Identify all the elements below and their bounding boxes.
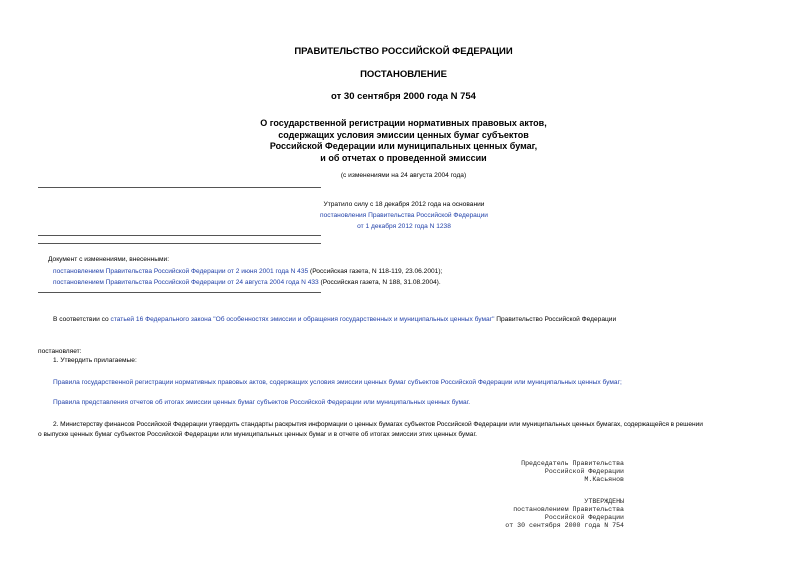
- approval-line: постановлением Правительства: [513, 506, 624, 513]
- signature-line: Российской Федерации: [544, 468, 624, 475]
- rules-registration-link[interactable]: Правила государственной регистрации нормативных правовых актов, содержащих условия эмиссии ценных бумаг субъектов Российской Федерации или муниципальных ценных бумаг;: [53, 379, 622, 386]
- amendment-link[interactable]: постановлением Правительства Российской Федерации от 24 августа 2004 года N 433: [53, 279, 319, 286]
- amendment-link[interactable]: постановлением Правительства Российской Федерации от 2 июня 2001 года N 435: [53, 268, 309, 275]
- divider: [38, 292, 321, 293]
- item-2-line-2: о выпуске ценных бумаг субъектов Российской Федерации или муниципальных ценных бумаг и в отчете об итогах эмиссии этих ценных бумаг.: [38, 431, 477, 438]
- document-type: ПОСТАНОВЛЕНИЕ: [360, 69, 447, 80]
- divider: [38, 187, 321, 188]
- amendments-heading: Документ с изменениями, внесенными:: [48, 256, 170, 263]
- lost-force-link[interactable]: постановления Правительства Российской Федерации: [320, 212, 488, 219]
- federal-law-link[interactable]: статьей 16 Федерального закона "Об особенностях эмиссии и обращения государственных и муниципальных ценных бумаг": [110, 316, 495, 323]
- government-heading: ПРАВИТЕЛЬСТВО РОССИЙСКОЙ ФЕДЕРАЦИИ: [294, 46, 513, 57]
- lost-force-link[interactable]: от 1 декабря 2012 года N 1238: [357, 223, 451, 230]
- approval-block: [440, 498, 624, 530]
- signature-block: [440, 460, 624, 484]
- rules-reports-link[interactable]: Правила представления отчетов об итогах эмиссии ценных бумаг субъектов Российской Федерации или муниципальных ценных бумаг.: [53, 399, 471, 406]
- divider: [38, 243, 321, 244]
- amendment-item: [53, 277, 441, 288]
- title-line: и об отчетах о проведенной эмиссии: [320, 152, 487, 163]
- signature-line: Председатель Правительства: [521, 460, 624, 467]
- revision-note: (с изменениями на 24 августа 2004 года): [340, 172, 467, 179]
- item-1: 1. Утвердить прилагаемые:: [53, 357, 137, 364]
- preamble-prefix: В соответствии со: [53, 316, 111, 323]
- title-line: Российской Федерации или муниципальных ценных бумаг,: [269, 141, 538, 151]
- document-title: [0, 118, 807, 164]
- item-2-line-1: 2. Министерству финансов Российской Федерации утвердить стандарты раскрытия информации о ценных бумагах субъектов Российской Федерации или муниципальных ценных бумагах, содержащейся в решении: [53, 421, 703, 428]
- signature-line: М.Касьянов: [584, 476, 624, 483]
- approval-line: УТВЕРЖДЕНЫ: [584, 498, 624, 505]
- lost-force-note: [254, 199, 554, 232]
- approval-line: Российской Федерации: [544, 514, 624, 521]
- document-date-number: от 30 сентября 2000 года N 754: [331, 91, 476, 102]
- title-line: О государственной регистрации нормативных правовых актов,: [260, 118, 547, 128]
- preamble: [53, 314, 616, 325]
- amendment-source: (Российская газета, N 118-119, 23.06.2001);: [308, 268, 443, 275]
- amendment-source: (Российская газета, N 188, 31.08.2004).: [318, 279, 441, 286]
- amendment-item: [53, 266, 442, 277]
- preamble-suffix: Правительство Российской Федерации: [494, 316, 617, 323]
- title-line: содержащих условия эмиссии ценных бумаг субъектов: [278, 129, 529, 140]
- lost-force-text: Утратило силу с 18 декабря 2012 года на основании: [323, 201, 485, 208]
- decrees-word: постановляет:: [38, 348, 82, 355]
- divider: [38, 235, 321, 236]
- approval-line: от 30 сентября 2000 года N 754: [505, 522, 624, 529]
